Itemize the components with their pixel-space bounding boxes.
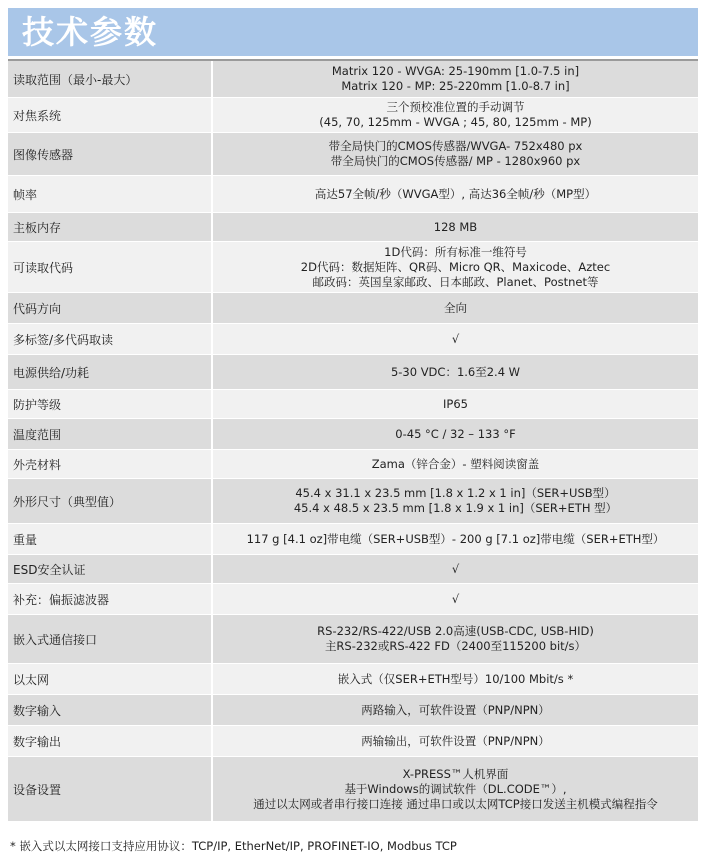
spec-row [8,450,698,479]
spec-row [8,324,698,355]
spec-value [213,524,698,554]
spec-label: 设备设置 [8,757,213,821]
spec-value-line: 三个预校准位置的手动调节 [386,100,525,114]
spec-value-line: 通过以太网或者串行接口连接 通过串口或以太网TCP接口发送主机模式编程指令 [253,796,658,811]
spec-value [213,450,698,478]
spec-row [8,584,698,615]
section-title: 技术参数 [22,13,159,51]
spec-value [213,726,698,756]
spec-value [213,615,698,663]
section-header [8,8,698,56]
spec-label: 外壳材料 [8,450,213,478]
spec-label: 可读取代码 [8,242,213,292]
spec-label: 对焦系统 [8,98,213,132]
spec-label: 防护等级 [8,390,213,418]
spec-value [213,324,698,354]
spec-row [8,390,698,419]
spec-value [213,61,698,97]
spec-value-line: 128 MB [433,219,478,234]
spec-label: ESD安全认证 [8,555,213,583]
spec-value-line: 0-45 °C / 32 – 133 °F [395,426,516,441]
spec-row [8,555,698,584]
spec-value-line: 带全局快门的CMOS传感器/WVGA- 752x480 px [328,139,583,153]
spec-value-line: √ [451,591,460,606]
spec-value [213,98,698,132]
spec-value-line: 45.4 x 31.1 x 23.5 mm [1.8 x 1.2 x 1 in]（SER+USB型） [295,486,616,500]
spec-value [213,293,698,323]
spec-value [213,242,698,292]
spec-value [213,555,698,583]
spec-row [8,242,698,293]
spec-value [213,390,698,418]
spec-value-line: 邮政码：英国皇家邮政、日本邮政、Planet、Postnet等 [312,274,599,289]
spec-label: 电源供给/功耗 [8,355,213,389]
spec-row [8,664,698,695]
spec-value-line: 117 g [4.1 oz]带电缆（SER+USB型）- 200 g [7.1 oz]带电缆（SER+ETH型） [246,531,665,546]
spec-row [8,757,698,822]
spec-row [8,524,698,555]
spec-label: 以太网 [8,664,213,694]
spec-value-line: 1D代码：所有标准一维符号 [384,244,527,259]
spec-label: 图像传感器 [8,133,213,175]
spec-value-line: 嵌入式（仅SER+ETH型号）10/100 Mbit/s * [337,671,574,686]
spec-value [213,479,698,523]
spec-row [8,355,698,390]
spec-row [8,61,698,98]
spec-value-line: 45.4 x 48.5 x 23.5 mm [1.8 x 1.9 x 1 in]（SER+ETH 型） [293,501,618,515]
spec-value-line: 带全局快门的CMOS传感器/ MP - 1280x960 px [330,154,581,168]
spec-row [8,213,698,242]
spec-label: 读取范围（最小-最大） [8,61,213,97]
spec-row [8,695,698,726]
spec-label: 数字输入 [8,695,213,725]
spec-value [213,176,698,212]
spec-row [8,133,698,176]
spec-value [213,695,698,725]
spec-value-line: √ [451,561,460,576]
spec-label: 数字输出 [8,726,213,756]
spec-value-line: 主RS-232或RS-422 FD（2400至115200 bit/s） [324,639,587,653]
spec-value-line: 两输输出，可软件设置（PNP/NPN） [361,733,550,748]
spec-row [8,615,698,664]
spec-label: 帧率 [8,176,213,212]
spec-value-line: IP65 [443,396,468,411]
spec-value [213,419,698,449]
spec-value-line: 基于Windows的调试软件（DL.CODE™）, [344,781,567,796]
spec-value-line: Zama（锌合金）- 塑料阅读窗盖 [371,456,540,471]
spec-row [8,293,698,324]
spec-label: 重量 [8,524,213,554]
spec-value-line: Matrix 120 - WVGA: 25-190mm [1.0-7.5 in] [331,64,580,78]
spec-value-line: √ [451,331,460,346]
spec-row [8,419,698,450]
spec-value [213,584,698,614]
spec-value-line: Matrix 120 - MP: 25-220mm [1.0-8.7 in] [341,79,570,93]
spec-label: 嵌入式通信接口 [8,615,213,663]
spec-value [213,213,698,241]
spec-value-line: 全向 [444,300,467,315]
spec-label: 多标签/多代码取读 [8,324,213,354]
spec-label: 补充：偏振滤波器 [8,584,213,614]
spec-value [213,355,698,389]
spec-value-line: 5-30 VDC：1.6至2.4 W [390,364,521,379]
spec-value-line: X-PRESS™人机界面 [402,766,509,781]
spec-label: 代码方向 [8,293,213,323]
spec-label: 主板内存 [8,213,213,241]
spec-value [213,133,698,175]
spec-value-line: 2D代码：数据矩阵、QR码、Micro QR、Maxicode、Aztec [300,259,611,274]
spec-row [8,726,698,757]
spec-value [213,664,698,694]
spec-row [8,479,698,524]
spec-table [8,59,698,822]
spec-value [213,757,698,821]
spec-value-line: 高达57全帧/秒（WVGA型）, 高达36全帧/秒（MP型） [314,186,597,201]
spec-label: 外形尺寸（典型值） [8,479,213,523]
spec-value-line: (45, 70, 125mm - WVGA ; 45, 80, 125mm - MP) [319,115,592,129]
spec-value-line: 两路输入，可软件设置（PNP/NPN） [361,702,550,717]
spec-row [8,98,698,133]
footnote: * 嵌入式以太网接口支持应用协议：TCP/IP, EtherNet/IP, PROFINET-IO, Modbus TCP [10,839,457,853]
spec-value-line: RS-232/RS-422/USB 2.0高速(USB-CDC, USB-HID) [317,624,594,638]
spec-label: 温度范围 [8,419,213,449]
spec-row [8,176,698,213]
